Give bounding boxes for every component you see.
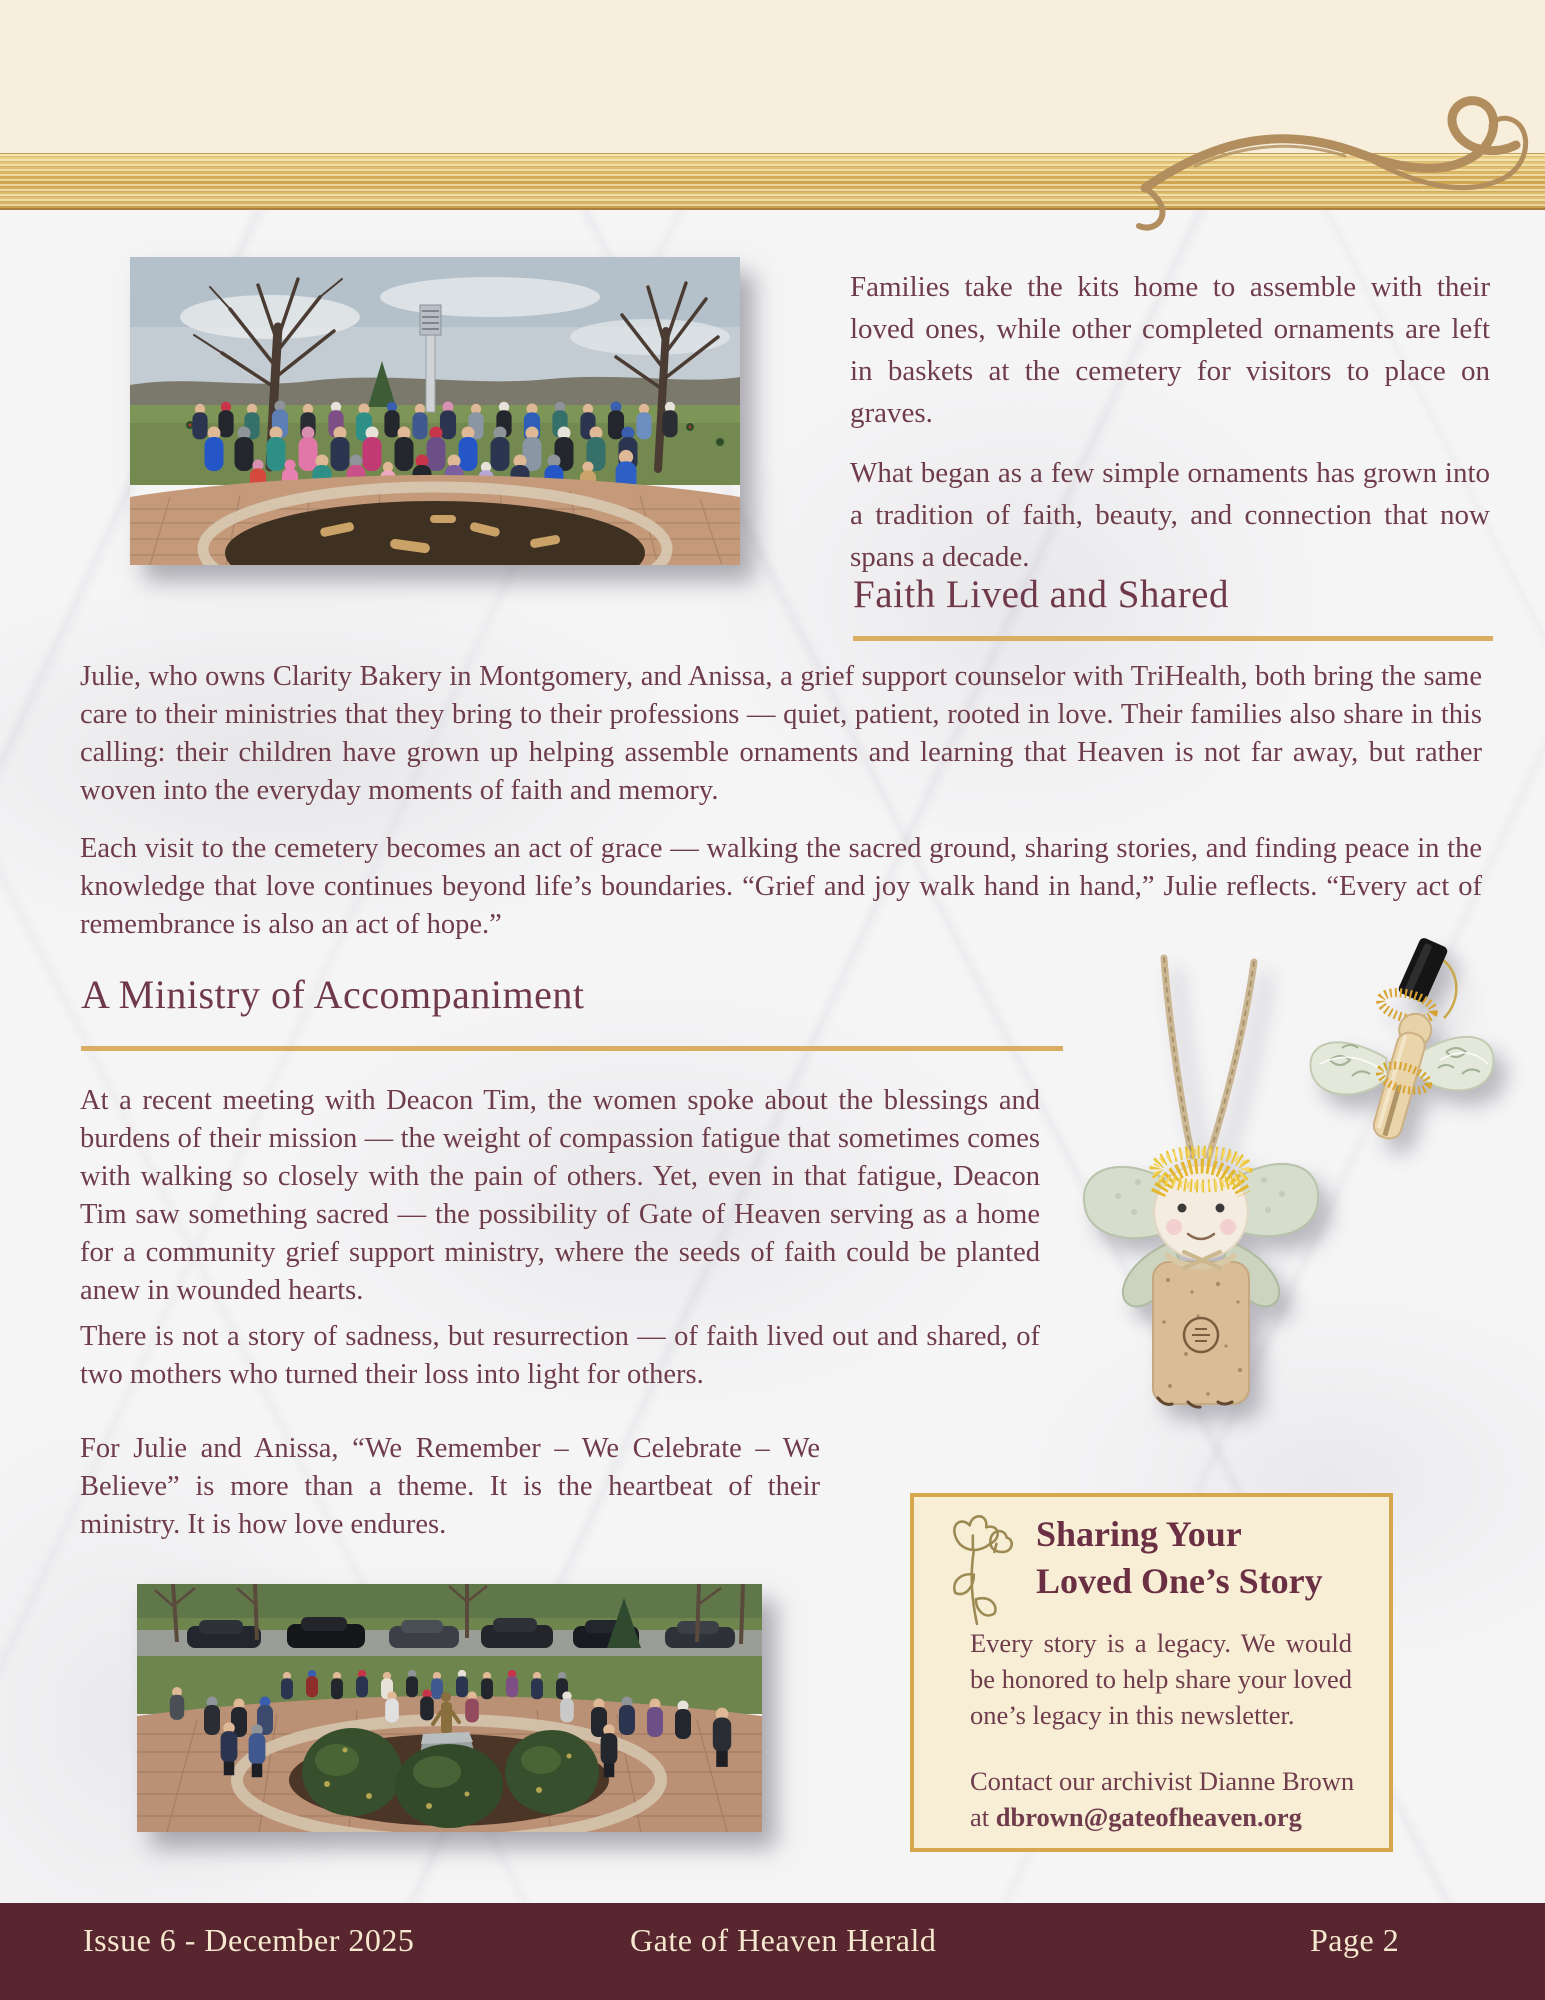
callout-title-line1: Sharing Your [1036, 1514, 1242, 1554]
section-heading-ministry: A Ministry of Accompaniment [81, 972, 585, 1017]
intro-paragraph-2: What began as a few simple ornaments has grown into a tradition of faith, beauty, and connection that now spans a decade. [850, 457, 1490, 573]
callout-contact [970, 1763, 1360, 1835]
section-rule-ministry [81, 1046, 1063, 1051]
flower-icon [940, 1513, 1018, 1631]
flourish-icon [1135, 66, 1530, 238]
footer-newsletter-title: Gate of Heaven Herald [630, 1922, 937, 1958]
footer-issue: Issue 6 - December 2025 [83, 1922, 415, 1958]
ministry-paragraph-1: At a recent meeting with Deacon Tim, the women spoke about the blessings and burdens of their mission — the weight of compassion fatigue that sometimes comes with walking so closely with the pain of others. Yet, even in that fatigue, Deacon Tim saw something sacred — the possibility of Gate of Heaven serving as a home for a community grief support ministry, where the seeds of faith could be planted anew in wounded hearts. [80, 1085, 1040, 1306]
contact-prefix: at [970, 1802, 996, 1832]
callout-title-line2: Loved One’s Story [1036, 1561, 1323, 1601]
footer-bar [0, 1903, 1545, 2000]
contact-line: Contact our archivist Dianne Brown [970, 1766, 1355, 1796]
faith-paragraph-2: Each visit to the cemetery becomes an act of grace — walking the sacred ground, sharing stories, and finding peace in the knowledge that love continues beyond life’s boundaries. “Grief and joy walk hand in hand,” Julie reflects. “Every act of remembrance is also an act of hope.” [80, 833, 1482, 940]
clothespin-angel-ornament-photo [1290, 936, 1505, 1184]
ministry-paragraph-3: For Julie and Anissa, “We Remember – We Celebrate – We Believe” is more than a theme. It is the heartbeat of their ministry. It is how love endures. [80, 1433, 820, 1540]
sharing-story-callout [910, 1493, 1393, 1852]
faith-paragraph-1: Julie, who owns Clarity Bakery in Montgomery, and Anissa, a grief support counselor with TriHealth, both bring the same care to their ministries that they bring to their professions — quiet, patient, rooted in love. Their families also share in this calling: their children have grown up helping assemble ornaments and learning that Heaven is not far away, but rather woven into the everyday moments of faith and memory. [80, 661, 1482, 806]
contact-email-link[interactable]: dbrown@gateofheaven.org [995, 1802, 1302, 1832]
callout-body: Every story is a legacy. We would be honored to help share your loved one’s legacy in this newsletter. [970, 1628, 1352, 1730]
section-rule-faith [853, 636, 1493, 641]
footer-page-number: Page 2 [1310, 1922, 1400, 1958]
ministry-paragraph-2: There is not a story of sadness, but resurrection — of faith lived out and shared, of two mothers who turned their loss into light for others. [80, 1321, 1040, 1390]
statue-gathering-photo [137, 1584, 762, 1832]
callout-title [1036, 1511, 1376, 1605]
section-heading-faith: Faith Lived and Shared [853, 573, 1229, 616]
cemetery-group-photo [130, 257, 740, 565]
intro-paragraph-1: Families take the kits home to assemble with their loved ones, while other completed ornaments are left in baskets at the cemetery for visitors to place on graves. [850, 271, 1490, 429]
